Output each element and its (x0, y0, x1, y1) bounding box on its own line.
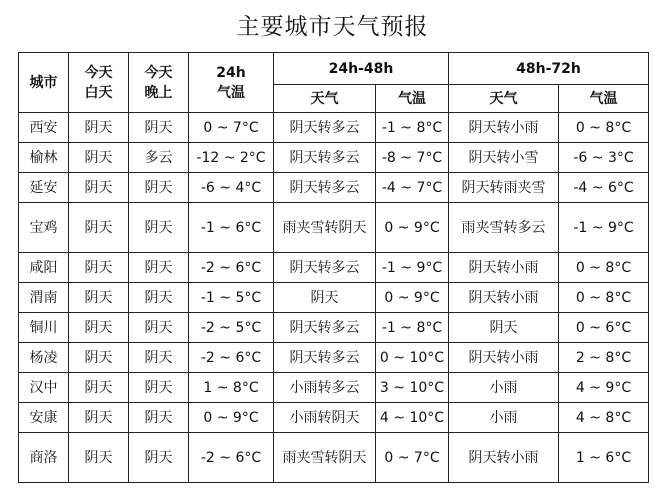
today-day-cell: 阴天 (69, 253, 129, 283)
temp-72h-cell: 4 ~ 9°C (559, 373, 649, 403)
tonight-cell: 阴天 (129, 373, 189, 403)
temp-72h-cell: -1 ~ 9°C (559, 203, 649, 253)
today-day-cell: 阴天 (69, 203, 129, 253)
today-day-cell: 阴天 (69, 143, 129, 173)
today-day-cell: 阴天 (69, 373, 129, 403)
temp-48h-cell: 0 ~ 10°C (376, 343, 449, 373)
temp-48h-cell: -1 ~ 8°C (376, 113, 449, 143)
tonight-cell: 阴天 (129, 283, 189, 313)
weather-48h-cell: 阴天转多云 (274, 253, 376, 283)
city-cell: 宝鸡 (19, 203, 69, 253)
header-temp-72: 气温 (559, 85, 649, 113)
temp-48h-cell: 0 ~ 9°C (376, 203, 449, 253)
weather-72h-cell: 阴天 (449, 313, 559, 343)
temp-24h-cell: -2 ~ 6°C (189, 433, 274, 483)
table-row (19, 173, 649, 203)
tonight-cell: 阴天 (129, 173, 189, 203)
temp-72h-cell: -6 ~ 3°C (559, 143, 649, 173)
header-city: 城市 (19, 53, 69, 113)
tonight-cell: 阴天 (129, 313, 189, 343)
weather-72h-cell: 阴天转小雨 (449, 433, 559, 483)
tonight-cell: 多云 (129, 143, 189, 173)
table-row (19, 403, 649, 433)
weather-72h-cell: 雨夹雪转多云 (449, 203, 559, 253)
header-weather-48: 天气 (274, 85, 376, 113)
temp-48h-cell: -4 ~ 7°C (376, 173, 449, 203)
temp-72h-cell: 0 ~ 6°C (559, 313, 649, 343)
today-day-cell: 阴天 (69, 343, 129, 373)
temp-48h-cell: -1 ~ 8°C (376, 313, 449, 343)
tonight-cell: 阴天 (129, 343, 189, 373)
temp-24h-cell: 1 ~ 8°C (189, 373, 274, 403)
tonight-cell: 阴天 (129, 253, 189, 283)
temp-24h-cell: 0 ~ 7°C (189, 113, 274, 143)
temp-24h-cell: -2 ~ 6°C (189, 343, 274, 373)
city-cell: 渭南 (19, 283, 69, 313)
tonight-cell: 阴天 (129, 403, 189, 433)
header-tonight: 今天 晚上 (129, 53, 189, 113)
temp-72h-cell: 0 ~ 8°C (559, 113, 649, 143)
table-row (19, 203, 649, 253)
temp-24h-cell: -2 ~ 5°C (189, 313, 274, 343)
page-title: 主要城市天气预报 (236, 14, 429, 40)
header-today-day: 今天 白天 (69, 53, 129, 113)
weather-48h-cell: 阴天转多云 (274, 313, 376, 343)
city-cell: 榆林 (19, 143, 69, 173)
table-row (19, 253, 649, 283)
header-24h: 24h 气温 (189, 53, 274, 113)
tonight-cell: 阴天 (129, 203, 189, 253)
header-temp-48: 气温 (376, 85, 449, 113)
weather-72h-cell: 阴天转雨夹雪 (449, 173, 559, 203)
tonight-cell: 阴天 (129, 433, 189, 483)
today-day-cell: 阴天 (69, 173, 129, 203)
header-24h-48h: 24h-48h (274, 53, 449, 85)
table-row (19, 143, 649, 173)
weather-72h-cell: 阴天转小雪 (449, 143, 559, 173)
temp-24h-cell: -2 ~ 6°C (189, 253, 274, 283)
temp-24h-cell: -12 ~ 2°C (189, 143, 274, 173)
city-cell: 延安 (19, 173, 69, 203)
weather-48h-cell: 雨夹雪转阴天 (274, 203, 376, 253)
today-day-cell: 阴天 (69, 433, 129, 483)
weather-48h-cell: 阴天转多云 (274, 173, 376, 203)
table-row (19, 433, 649, 483)
table-row (19, 283, 649, 313)
weather-48h-cell: 雨夹雪转阴天 (274, 433, 376, 483)
city-cell: 咸阳 (19, 253, 69, 283)
weather-72h-cell: 小雨 (449, 373, 559, 403)
today-day-cell: 阴天 (69, 313, 129, 343)
weather-48h-cell: 小雨转多云 (274, 373, 376, 403)
city-cell: 商洛 (19, 433, 69, 483)
weather-48h-cell: 小雨转阴天 (274, 403, 376, 433)
forecast-table (18, 52, 649, 483)
weather-72h-cell: 阴天转小雨 (449, 283, 559, 313)
city-cell: 西安 (19, 113, 69, 143)
temp-48h-cell: -1 ~ 9°C (376, 253, 449, 283)
weather-72h-cell: 阴天转小雨 (449, 253, 559, 283)
temp-72h-cell: -4 ~ 6°C (559, 173, 649, 203)
temp-48h-cell: 0 ~ 7°C (376, 433, 449, 483)
temp-72h-cell: 1 ~ 6°C (559, 433, 649, 483)
table-row (19, 113, 649, 143)
temp-48h-cell: 3 ~ 10°C (376, 373, 449, 403)
weather-72h-cell: 小雨 (449, 403, 559, 433)
temp-72h-cell: 4 ~ 8°C (559, 403, 649, 433)
header-48h-72h: 48h-72h (449, 53, 649, 85)
weather-72h-cell: 阴天转小雨 (449, 343, 559, 373)
tonight-cell: 阴天 (129, 113, 189, 143)
table-row (19, 373, 649, 403)
temp-24h-cell: -1 ~ 6°C (189, 203, 274, 253)
today-day-cell: 阴天 (69, 403, 129, 433)
temp-48h-cell: -8 ~ 7°C (376, 143, 449, 173)
temp-48h-cell: 0 ~ 9°C (376, 283, 449, 313)
temp-72h-cell: 0 ~ 8°C (559, 283, 649, 313)
header-weather-72: 天气 (449, 85, 559, 113)
table-row (19, 313, 649, 343)
temp-72h-cell: 0 ~ 8°C (559, 253, 649, 283)
city-cell: 铜川 (19, 313, 69, 343)
weather-48h-cell: 阴天 (274, 283, 376, 313)
temp-48h-cell: 4 ~ 10°C (376, 403, 449, 433)
today-day-cell: 阴天 (69, 283, 129, 313)
temp-24h-cell: -6 ~ 4°C (189, 173, 274, 203)
city-cell: 杨凌 (19, 343, 69, 373)
city-cell: 安康 (19, 403, 69, 433)
temp-24h-cell: -1 ~ 5°C (189, 283, 274, 313)
city-cell: 汉中 (19, 373, 69, 403)
weather-72h-cell: 阴天转小雨 (449, 113, 559, 143)
weather-48h-cell: 阴天转多云 (274, 143, 376, 173)
weather-48h-cell: 阴天转多云 (274, 113, 376, 143)
table-row (19, 343, 649, 373)
temp-72h-cell: 2 ~ 8°C (559, 343, 649, 373)
weather-48h-cell: 阴天转多云 (274, 343, 376, 373)
temp-24h-cell: 0 ~ 9°C (189, 403, 274, 433)
today-day-cell: 阴天 (69, 113, 129, 143)
